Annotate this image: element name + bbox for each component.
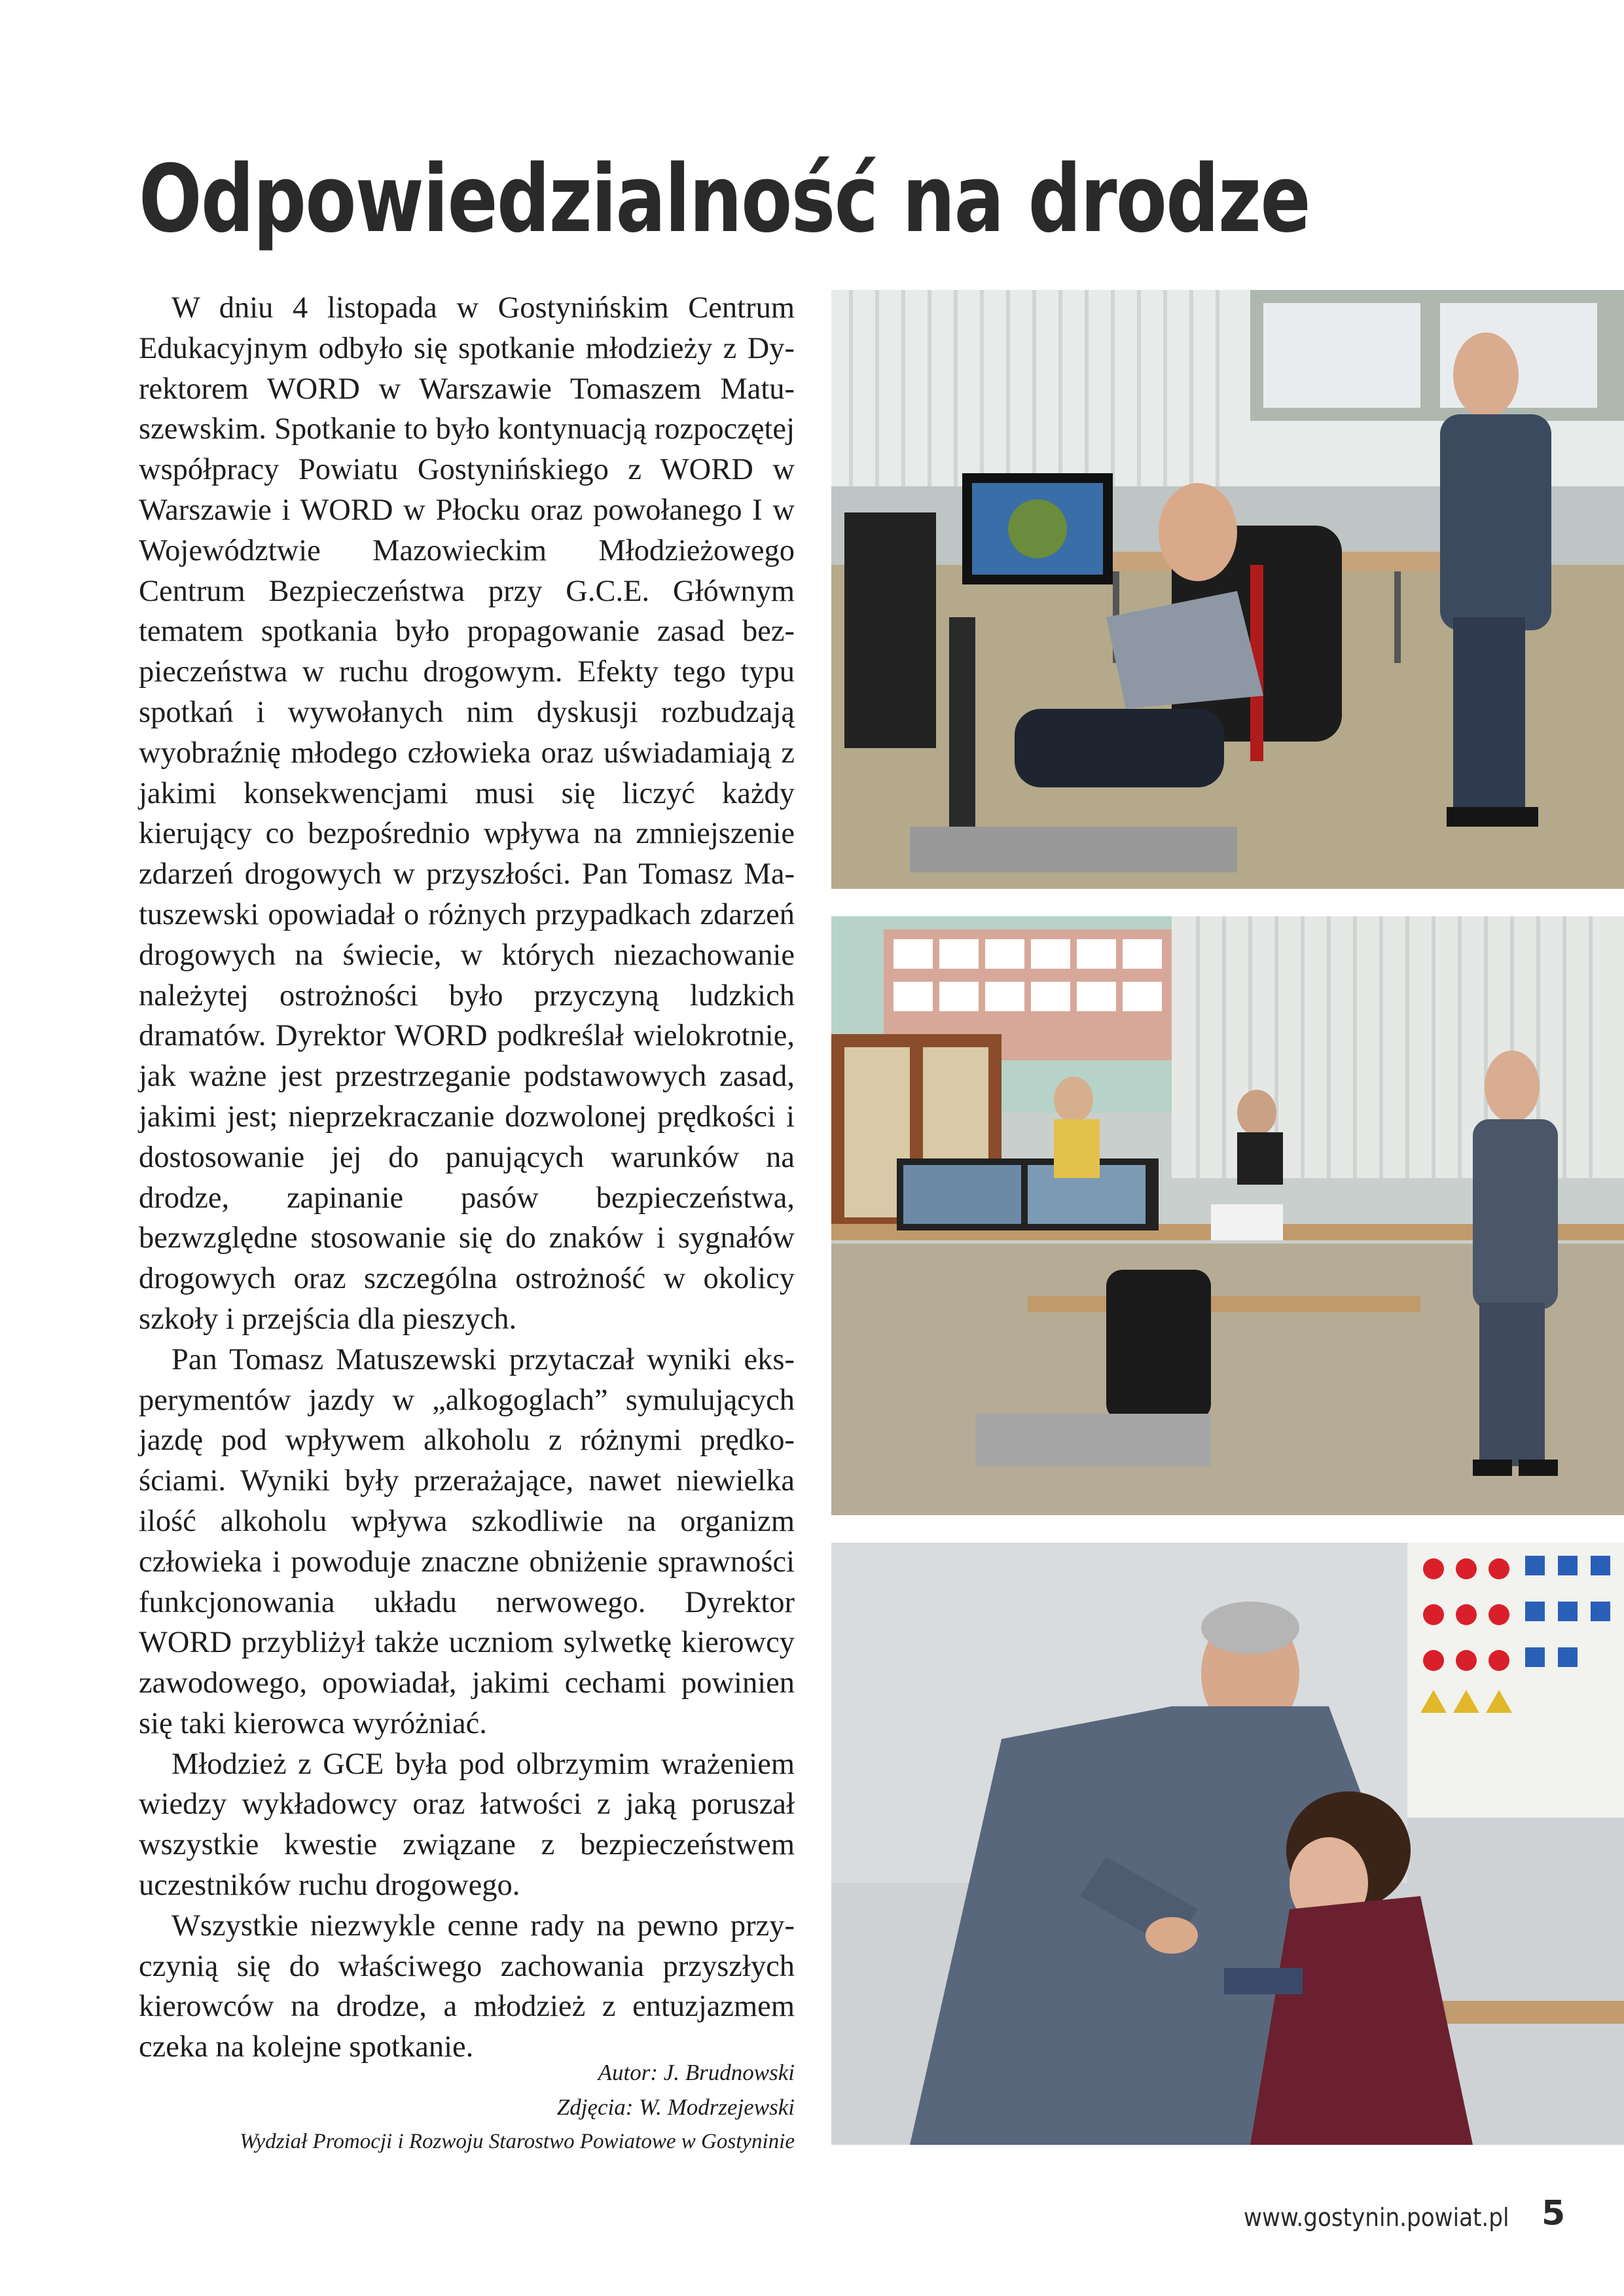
footer-website: www.gostynin.powiat.pl [1244, 2203, 1509, 2232]
photo-director-with-student [831, 1543, 1624, 2145]
article-credits [139, 2055, 795, 2159]
author-credit: Autor: J. Brudnowski [598, 2060, 795, 2085]
paragraph-3: Młodzież z GCE była pod olbrzymim wrażeniem wiedzy wykładowcy oraz łatwości z jaką poruszał wszystkie kwestie związane z bezpieczeństwem uczestników ruchu drogowego. [139, 1747, 795, 1903]
photo-credit: Zdjęcia: W. Modrzejewski [556, 2094, 795, 2120]
article-body [139, 288, 795, 2068]
paragraph-2: Pan Tomasz Matuszewski przytaczał wyniki eksperymentów jazdy w „alkogoglach” symulujących jazdę pod wpływem alkoholu z różnymi prędkościami. Wyniki były przerażające, nawet niewielka ilość alkoholu wpływa szkodliwie na organizm człowieka i powoduje znaczne obniżenie sprawności funkcjonowania układu nerwowego. Dyrektor WORD przybliżył także uczniom sylwetkę kierowcy zawodowego, opowiadał, jakimi cechami powinien się taki kierowca wyróżniać. [139, 1342, 795, 1740]
page-number: 5 [1542, 2194, 1566, 2233]
photo-classroom-simulator [831, 916, 1624, 1515]
photo-simulator-demo [831, 290, 1624, 889]
paragraph-1: W dniu 4 listopada w Gostynińskim Centrum Edukacyjnym odbyło się spotkanie młodzieży z Dyrektorem WORD w Warszawie Tomaszem Matuszewskim. Spotkanie to było kontynuacją rozpoczętej współpracy Powiatu Gostynińskiego z WORD w Warszawie i WORD w Płocku oraz powołanego I w Województwie Mazowieckim Młodzieżowego Centrum Bezpieczeństwa przy G.C.E. Głównym tematem spotkania było propagowanie zasad bezpieczeństwa w ruchu drogowym. Efekty tego typu spotkań i wywołanych nim dyskusji rozbudzają wyobraźnię młodego człowieka oraz uświadamiają z jakimi konsekwencjami musi się liczyć każdy kierujący co bezpośrednio wpływa na zmniejszenie zdarzeń drogowych w przyszłości. Pan Tomasz Matuszewski opowiadał o różnych przypadkach zdarzeń drogowych na świecie, w których niezachowanie należytej ostrożności było przyczyną ludzkich dramatów. Dyrektor WORD podkreślał wielokrotnie, jak ważne jest przestrzeganie podstawowych zasad, jakimi jest; nieprzekraczanie dozwolonej prędkości i dostosowanie jej do panujących warunków na drodze, zapinanie pasów bezpieczeństwa, bezwzględne stosowanie się do znaków i sygnałów drogowych oraz szczególna ostrożność w okolicy szkoły i przejścia dla pieszych. [139, 291, 795, 1336]
organization-credit: Wydział Promocji i Rozwoju Starostwo Powiatowe w Gostyninie [240, 2130, 795, 2153]
paragraph-4: Wszystkie niezwykle cenne rady na pewno przyczynią się do właściwego zachowania przyszłych kierowców na drodze, a młodzież z entuzjazmem czeka na kolejne spotkanie. [139, 1909, 795, 2064]
article-title: Odpowiedzialność na drodze [139, 145, 1310, 253]
